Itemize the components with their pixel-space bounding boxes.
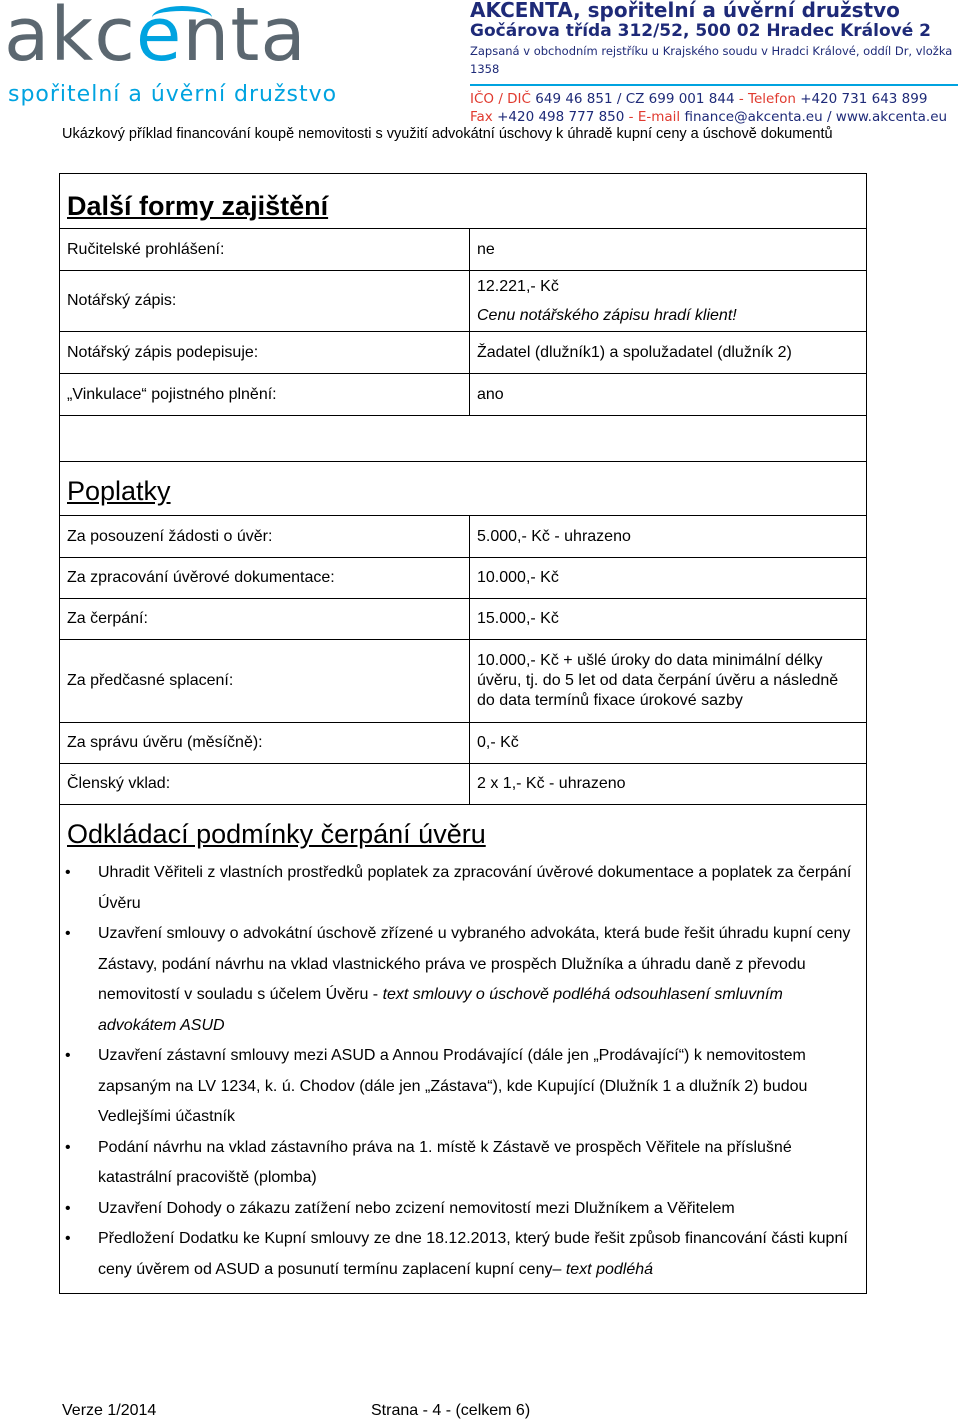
row-label: Za předčasné splacení: [60, 640, 470, 722]
row-label: Za zpracování úvěrové dokumentace: [60, 558, 470, 598]
conditions-heading: Odkládací podmínky čerpání úvěru [67, 819, 486, 849]
row-value: 5.000,- Kč - uhrazeno [477, 527, 631, 545]
conditions-section-header [60, 804, 866, 856]
row-label: Notářský zápis podepisuje: [60, 332, 470, 373]
list-item: • Podání návrhu na vklad zástavního práva na 1. místě k Zástavě ve prospěch Věřitele na příslušné katastrální pracoviště (plomba) [60, 1133, 866, 1194]
row-value: 10.000,- Kč + ušlé úroky do data minimální délky úvěru, tj. do 5 let od data čerpání úvěru a následně do data termínů fixace úrokové sazby [477, 652, 839, 709]
logo-wordmark: akcenta [4, 0, 307, 78]
row-value: 15.000,- Kč [477, 610, 559, 627]
loan-terms-table [59, 173, 867, 1294]
document-title: Ukázkový příklad financování koupě nemovitosti s využití advokátní úschovy k úhradě kupní ceny a úschově dokumentů [62, 126, 833, 142]
table-row [60, 373, 866, 415]
company-logo [4, 0, 344, 110]
table-row [60, 270, 866, 331]
table-row [60, 722, 866, 763]
row-value: ne [477, 240, 495, 258]
company-contact-line-2: Fax +420 498 777 850 - E-mail finance@akcenta.eu / www.akcenta.eu [470, 109, 948, 125]
company-info [470, 0, 960, 126]
company-name: AKCENTA, spořitelní a úvěrní družstvo [470, 0, 900, 22]
list-item: • Uzavření smlouvy o advokátní úschově zřízené u vybraného advokáta, která bude řešit úhradu kupní ceny Zástavy, podání návrhu na vklad vlastnického práva ve prospěch Dlužníka a úhradu daně z převodu nemovitostí v souladu s účelem Úvěru - text smlouvy o úschově podléhá odsouhlasení smluvním advokátem ASUD [60, 919, 866, 1041]
table-row [60, 515, 866, 557]
footer-version: Verze 1/2014 [62, 1402, 157, 1419]
row-value: 2 x 1,- Kč - uhrazeno [477, 775, 626, 792]
row-value: Žadatel (dlužník1) a spolužadatel (dlužník 2) [477, 343, 792, 361]
row-value: 0,- Kč [477, 734, 519, 751]
row-label: Za posouzení žádosti o úvěr: [60, 516, 470, 557]
row-value: ano [477, 385, 504, 403]
header-divider [470, 84, 958, 86]
conditions-list-container [60, 856, 866, 1293]
row-value: 10.000,- Kč [477, 569, 559, 586]
row-value: 12.221,- Kč Cenu notářského zápisu hradí klient! [470, 271, 866, 331]
list-item: • Uzavření Dohody o zákazu zatížení nebo zcizení nemovitostí mezi Dlužníkem a Věřitelem [60, 1194, 866, 1225]
company-contact-line-1: IČO / DIČ 649 46 851 / CZ 699 001 844 - Telefon +420 731 643 899 [470, 91, 928, 107]
table-row [60, 331, 866, 373]
row-label: „Vinkulace“ pojistného plnění: [60, 374, 470, 415]
list-item: • Uhradit Věřiteli z vlastních prostředků poplatek za zpracování úvěrové dokumentace a poplatek za čerpání Úvěru [60, 858, 866, 919]
footer-page-number: Strana - 4 - (celkem 6) [371, 1402, 531, 1419]
list-item: • Uzavření zástavní smlouvy mezi ASUD a Annou Prodávající (dále jen „Prodávající“) k nemovitostem zapsaným na LV 1234, k. ú. Chodov (dále jen „Zástava“), kde Kupující (Dlužník 1 a dlužník 2) budou Vedlejšími účastník [60, 1041, 866, 1133]
security-section-header [60, 174, 866, 228]
company-address: Gočárova třída 312/52, 500 02 Hradec Králové 2 [470, 21, 931, 41]
row-label: Za čerpání: [60, 599, 470, 639]
row-label: Za správu úvěru (měsíčně): [60, 723, 470, 763]
spacer-row [60, 415, 866, 461]
table-row [60, 557, 866, 598]
table-row [60, 639, 866, 722]
conditions-list [60, 858, 866, 1285]
table-row [60, 598, 866, 639]
company-email-link[interactable]: finance@akcenta.eu / www.akcenta.eu [684, 109, 948, 125]
list-item: • Předložení Dodatku ke Kupní smlouvy ze dne 18.12.2013, který bude řešit způsob financování části kupní ceny úvěrem od ASUD a posunutí termínu zaplacení kupní ceny– text podléhá [60, 1224, 866, 1285]
fees-section-header [60, 461, 866, 515]
company-registry: Zapsaná v obchodním rejstříku u Krajského soudu v Hradci Králové, oddíl Dr, vložka 1358 [470, 44, 953, 76]
fees-heading: Poplatky [67, 476, 171, 506]
logo-swoosh-icon [152, 6, 212, 29]
row-label: Členský vklad: [60, 764, 470, 804]
notary-note: Cenu notářského zápisu hradí klient! [477, 307, 737, 324]
logo-subtitle: spořitelní a úvěrní družstvo [8, 82, 338, 107]
row-label: Notářský zápis: [60, 271, 470, 331]
table-row [60, 763, 866, 804]
table-row [60, 228, 866, 270]
security-heading: Další formy zajištění [67, 191, 329, 221]
row-label: Ručitelské prohlášení: [60, 229, 470, 270]
